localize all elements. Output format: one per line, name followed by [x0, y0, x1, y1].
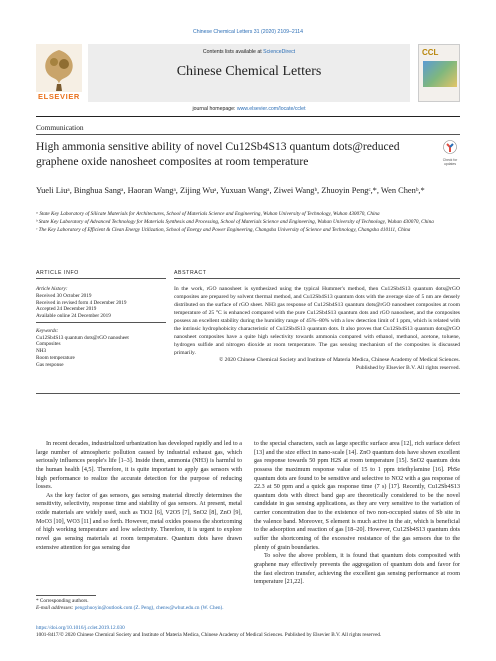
- contents-line: [88, 49, 410, 56]
- keyword-item: Gas response: [36, 361, 64, 368]
- abstract-text: In the work, rGO nanosheet is synthesized using the typical Hummer's method, then Cu12Sb4S13 quantum dots@rGO composites are prepared by solvent thermal method, and Cu12Sb4S13 quantum dots with the average size of 5 nm are densely distributed on the surface of rGO sheet. NH3 gas response of Cu12Sb4S13 quantum dots@rGO nanosheet composites at room temperature of 25 °C is enhanced compared with the pure Cu12Sb4S13 quantum dots and rGO nanosheet, and the composites possess an excellent stability during the humidity range of 45%–80% with a low detection limit of 1 ppm, which is related with the intrinsic hydrophobicity characteristic of Cu12Sb4S13 quantum dots. It also proves that Cu12Sb4S13 quantum dots@rGO nanosheet composites have a quite high selectivity towards ammonia compared with ethanol, methanol, acetone, toluene, hydrogen sulfide and nitrogen dioxide at room temperature. The gas sensing mechanism of the composites is discussed primarily.: [174, 286, 460, 356]
- cover-text: CCL: [422, 48, 439, 57]
- history-online: Available online 24 December 2019: [36, 313, 111, 319]
- journal-cover: [418, 44, 460, 102]
- body-paragraph: to the special characters, such as large specific surface area [12], rich surface defect [13] and the size effect in nano-scale [14]. ZnO quantum dots have shown excellent gas response towards 50 ppm H2S at room temperature [15]. SnO2 quantum dots possess the maximum response value of 15 to 1 ppm triethylamine [16]. PbSe quantum dots are found to be sensitive and selective to NO2 with a gas response of 22.3 at 50 ppm and a quick gas response time (7 s) [17]. Recently, Cu12Sb4S13 quantum dots with direct band gap are theoretically considered to be the novel candidate in gas sensing applications, as they are very sensitive to the variation of carrier concentration due to the existence of two non-occupied states of Sb site in the valence band. Moreover, S element is much active in the air, which is beneficial to the adsorption and reaction of gas [18–20]. However, Cu12Sb4S13 quantum dots suffer the shortcoming of the excessive resistance of the gas sensors due to the plenty of grain boundaries.: [254, 441, 460, 551]
- elsevier-tree-icon: [36, 44, 82, 92]
- body-right-column: [254, 440, 460, 587]
- keyword-item: Composites: [36, 341, 61, 348]
- email-addresses[interactable]: pengzhuoyin@outlook.com (Z. Peng), chenw@whut.edu.cn (W. Chen).: [74, 604, 224, 611]
- abstract-publisher: Published by Elsevier B.V. All rights reserved.: [355, 365, 460, 372]
- keywords-rule: [36, 322, 166, 323]
- homepage-line: [88, 106, 410, 113]
- journal-name: Chinese Chemical Letters: [176, 64, 322, 79]
- history-label: Article history:: [36, 286, 68, 292]
- article-title: High ammonia sensitive ability of novel Cu12Sb4S13 quantum dots@reduced graphene oxide nanosheet composites at room temperature: [36, 140, 400, 169]
- footnote-rule: [36, 595, 96, 596]
- abstract-heading: ABSTRACT: [174, 270, 207, 276]
- abstract-bottom-rule: [36, 393, 460, 394]
- crossmark-button[interactable]: [440, 140, 460, 164]
- abstract-rule: [174, 278, 460, 279]
- article-info-heading: ARTICLE INFO: [36, 270, 79, 276]
- history-accepted: Accepted 24 December 2019: [36, 306, 97, 313]
- history-received: Received 30 October 2019: [36, 292, 92, 299]
- body-left-column: [36, 440, 242, 552]
- keyword-item: Cu12Sb4S13 quantum dots@rGO nanosheet: [36, 334, 129, 341]
- journal-reference[interactable]: Chinese Chemical Letters 31 (2020) 2109–2114: [192, 29, 304, 35]
- article-info-rule: [36, 278, 166, 279]
- keyword-item: Room temperature: [36, 354, 75, 361]
- issn-line: 1001-8417/© 2020 Chinese Chemical Society and Institute of Materia Medica, Chinese Academy of Medical Sciences. Published by Elsevier B.V. All rights reserved.: [36, 632, 382, 638]
- abstract-copyright: © 2020 Chinese Chemical Society and Institute of Materia Medica, Chinese Academy of Medical Sciences.: [219, 357, 460, 364]
- history-revised: Received in revised form 4 December 2019: [36, 299, 127, 306]
- masthead-rule: [36, 116, 460, 117]
- doi-link[interactable]: https://doi.org/10.1016/j.cclet.2019.12.030: [36, 625, 125, 631]
- keyword-item: NH3: [36, 348, 47, 354]
- masthead: [88, 44, 410, 102]
- body-paragraph: In recent decades, industrialized urbanization has developed rapidly and led to a large number of atmospheric pollution caused by industrial exhaust gas, which seriously influences people's life [1–3]. Inside them, ammonia (NH3) is harmful to the human health [4,5]. Therefore, it is quite important to apply gas sensors with high performance to realize the accurate detection for the purpose of reducing losses.: [36, 441, 242, 491]
- elsevier-logo: [36, 44, 82, 102]
- sciencedirect-link[interactable]: ScienceDirect: [263, 49, 296, 55]
- cover-image: [423, 61, 457, 87]
- contents-text: Contents lists available at: [202, 49, 264, 55]
- author-list: Yueli Liuᵃ, Binghua Sangᵃ, Haoran Wangᵃ, Zijing Wuᵃ, Yuxuan Wangᵃ, Ziwei Wangᵇ, Zhuoyin Pengᶜ,*, Wen Chenᵇ,*: [36, 186, 425, 195]
- article-info: [36, 270, 166, 368]
- keywords-label: Keywords:: [36, 327, 59, 334]
- body-paragraph: As the key factor of gas sensors, gas sensing material directly determines the sensitivity, selectivity, response time and stability of gas sensors. At present, metal oxide materials are widely used, such as TiO2 [6], V2O5 [7], SnO2 [8], ZnO [9], MoO3 [10], WO3 [11] and so forth. However, metal oxides possess the shortcoming of high working temperature and low selectivity. Therefore, it is urgent to explore novel gas sensing materials at room temperature. Quantum dots have drawn extensive attention for gas sensing due: [36, 492, 242, 551]
- homepage-label: journal homepage:: [192, 106, 237, 112]
- abstract: [174, 270, 460, 373]
- footnote: [36, 598, 242, 612]
- crossmark-icon: [443, 140, 457, 154]
- affiliations: [36, 211, 436, 233]
- affiliation-c: ᶜ The Key Laboratory of Efficient & Clean Energy Utilization, School of Energy and Power Engineering, Changsha University of Science and Technology, Changsha 410111, China: [36, 226, 411, 233]
- body-paragraph: To solve the above problem, it is found that quantum dots composited with graphene may effectively prevents the aggregation of quantum dots and favor for the fast electron transfer, achieving the excellent gas sensing performance at room temperature [21,22].: [254, 553, 460, 586]
- section-rule: [36, 134, 460, 135]
- publisher-wordmark: ELSEVIER: [38, 92, 80, 101]
- corresponding-authors-note: * Corresponding authors.: [36, 598, 89, 604]
- email-label: E-mail addresses:: [36, 604, 75, 611]
- affiliation-b: ᵇ State Key Laboratory of Advanced Technology for Materials Synthesis and Processing, School of Materials Science and Engineering, Wuhan University of Technology, Wuhan 430070, China: [36, 218, 434, 225]
- affiliation-a: ᵃ State Key Laboratory of Silicate Materials for Architectures, School of Materials Science and Engineering, Wuhan University of Technology, Wuhan 430070, China: [36, 211, 380, 217]
- crossmark-label: Check for updates: [442, 158, 458, 166]
- homepage-link[interactable]: www.elsevier.com/locate/cclet: [236, 106, 306, 112]
- section-label: Communication: [36, 123, 84, 132]
